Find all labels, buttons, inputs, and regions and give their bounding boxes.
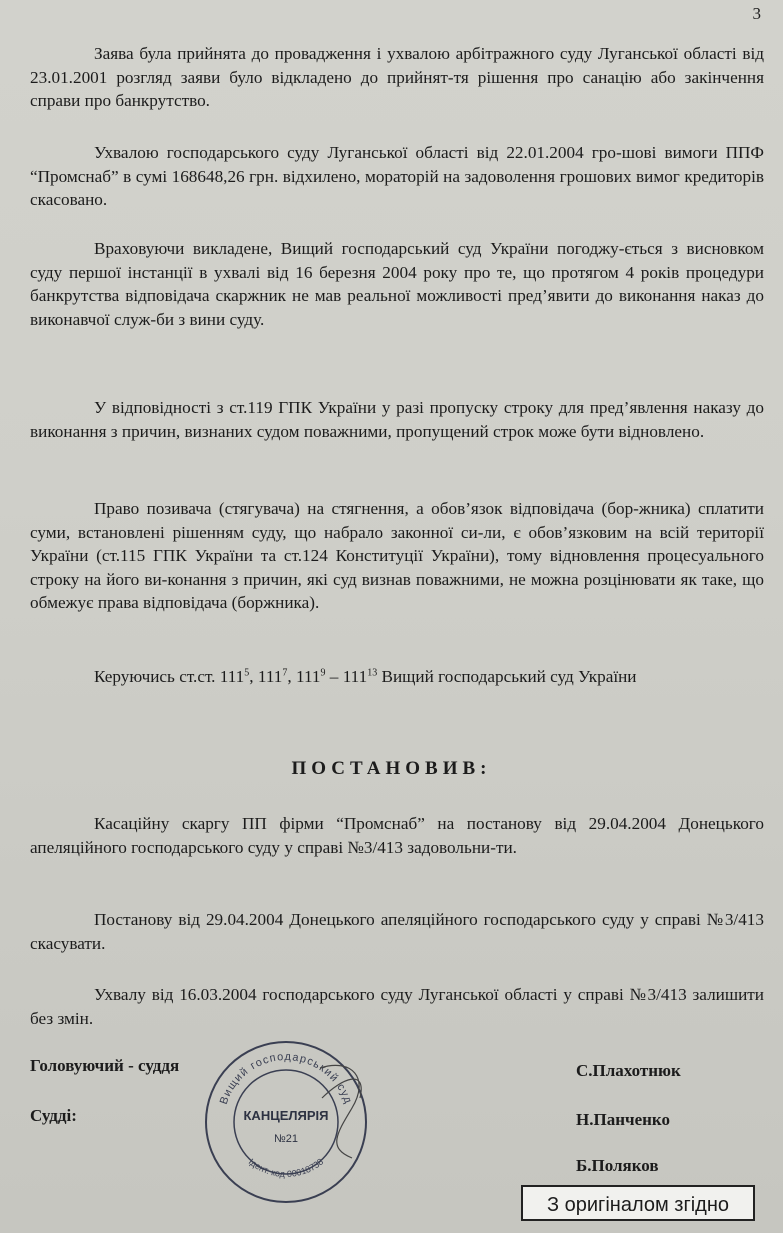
paragraph-leave-ruling: Ухвалу від 16.03.2004 господарського суду Луганської області у справі №3/413 залишити без змін. <box>30 985 764 1028</box>
page-number: 3 <box>752 4 761 23</box>
svg-text:№21: №21 <box>273 1133 299 1145</box>
paragraph-application: Заява була прийнята до провадження і ухвалою арбітражного суду Луганської області від 23.01.2001 розгляд заяви було відкладено до прийнят-тя рішення про санацію або закінчення справи про банкрутство. <box>30 44 764 110</box>
office-stamp <box>202 1038 370 1206</box>
svg-text:Вищий господарський суд: Вищий господарський суд <box>217 1050 355 1106</box>
judge-name: Б.Поляков <box>576 1156 659 1175</box>
resolution-heading: ПОСТАНОВИВ: <box>291 758 492 779</box>
judge-name: Н.Панченко <box>576 1110 670 1129</box>
paragraph-guided-by: Керуючись ст.ст. $111^5$, $111^7$, $111^9 - 111^{13}$ Вищий господарський суд України <box>94 667 637 686</box>
judges-label: Судді: <box>30 1106 77 1125</box>
paragraph-cancel-resolution: Постанову від 29.04.2004 Донецького апеляційного господарського суду у справі №3/413 скасувати. <box>30 910 764 953</box>
paragraph-article-119: У відповідності з ст.119 ГПК України у разі пропуску строку для пред’явлення наказу до виконання з причин, визнаних судом поважними, пропущений строк може бути відновлено. <box>30 398 764 441</box>
svg-text:КАНЦЕЛЯРІЯ: КАНЦЕЛЯРІЯ <box>243 1108 329 1123</box>
paragraph-ruling-2004: Ухвалою господарського суду Луганської області від 22.01.2004 гро-шові вимоги ППФ “Промснаб” в сумі 168648,26 грн. відхилено, мораторій на задоволення грошових вимог кредиторів скасовано. <box>30 143 764 209</box>
paragraph-court-agrees: Враховуючи викладене, Вищий господарський суд України погоджу-ється з висновком суду першої інстанції в ухвалі від 16 березня 2004 року про те, що протягом 4 років процедури банкрутства відповідача скаржник не мав реальної можливості пред’явити до виконання наказ до виконавчої служ-би з вини суду. <box>30 239 764 329</box>
paragraph-plaintiff-right: Право позивача (стягувача) на стягнення, а обов’язок відповідача (бор-жника) сплатити суми, встановлені рішенням суду, що набрало законної си-ли, є обов’язковим на всій території України (ст.115 ГПК України та ст.124 Конституції України), тому відновлення процесуального строку на його ви-конання з причин, які суд визнав поважними, не можна розцінювати як таке, що обмежує права відповідача (боржника). <box>30 499 764 612</box>
presiding-judge-label: Головуючий - суддя <box>30 1056 180 1075</box>
judge-name: С.Плахотнюк <box>576 1061 681 1080</box>
svg-text:Ідент. код 00018738: Ідент. код 00018738 <box>246 1156 326 1179</box>
certified-copy-stamp: З оригіналом згідно <box>521 1185 755 1221</box>
paragraph-cassation-complaint: Касаційну скаргу ПП фірми “Промснаб” на постанову від 29.04.2004 Донецького апеляційного господарського суду у справі №3/413 задовольни-ти. <box>30 814 764 857</box>
